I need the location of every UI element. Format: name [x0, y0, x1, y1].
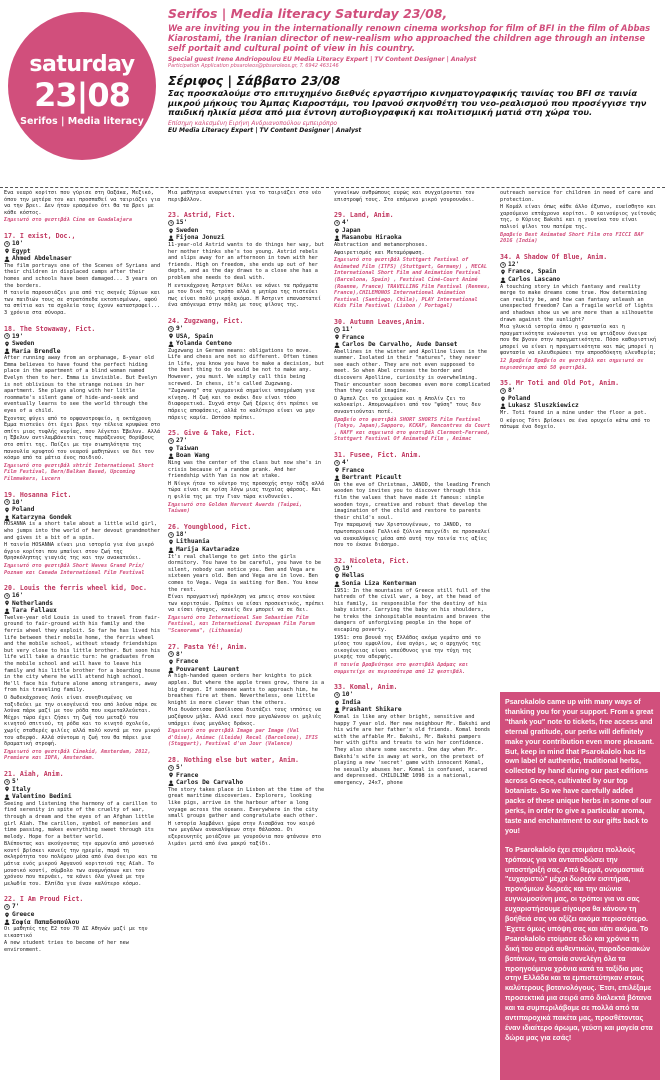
synopsis-english: On the eve of Christmas, JANOD, the leading French wooden toy invites you to discover through this film the values that have made it famous: simple wooden toys, creative and robust that develop the imagination of the child and restore to parents their child's soul. — [334, 481, 491, 521]
film-title: 29. Land, Anim. — [334, 211, 394, 220]
director-text: Fijona Jonuzi — [176, 234, 225, 242]
location-pin-icon — [168, 539, 174, 545]
synopsis-greek: Η εντεκάχρονη Άστριντ θέλει να κάνει τα πράγματα με τον δικό της τρόπο αλλά η μητέρα της πιστεύει πως είναι πολύ μικρή ακόμα. Η Άστριντ επαναστατεί ένα απόγευμα στην πόλη με τους φίλους της. — [168, 282, 322, 309]
film-title: 34. A Shadow Of Blue, Anim. — [500, 252, 608, 261]
film-duration — [4, 903, 162, 911]
film-director — [500, 276, 658, 284]
film-title: 35. Mr Toti and Old Pot, Anim. — [500, 379, 620, 388]
film-country — [4, 506, 162, 514]
header — [0, 0, 665, 190]
director-text: Σοφία Παπαδοπούλου — [12, 918, 80, 926]
director-text: Boan Wang — [176, 452, 210, 460]
film-entry — [334, 557, 492, 676]
person-icon — [4, 608, 10, 614]
synopsis-greek: Η ταινία HOSANNA είναι μια ιστορία για ένα μικρό άγριο κορίτσι που μπαίνει στον ζωή της θρησκόληπτης γιαγιάς της και την ανακατεύει. — [4, 542, 154, 562]
film-duration — [334, 326, 492, 334]
duration-text: 10' — [342, 691, 354, 699]
perks-text-greek: Το Psarokalolo έχει ετοιμάσει πολλούς τρόπους για να ανταποδώσει την υποστήριξή σας. Από θερμά, ονομαστικά "ευχαριστώ" μέχρι δωρεάν εισιτήρια, προνόμιων δωρεάς και την αιώνια ευγνωμοσύνη μας, οι τρόποι για να σας ευχαριστήσουμε σίγουρα θα κάνουν τη βοήθειά σας να αξίζει ακόμα περισσότερο. Έχετε όμως υπόψη σας και κάτι ακόμα. Το Psarokalolo ετοίμασε εδώ και χρόνια τη δική του σειρά αυθεντικών, παραδοσιακών βοτάνων, τα οποία συνελέγη όλα τα προηγούμενα χρόνια κατά τα ταξίδια μας στην Ελλάδα και τα εμπιστεύτηκαν στους καλύτερους βοτανολόγους. Έτσι, επιλέξαμε προσεκτικά μια σειρά από διαλεκτά βότανα και τα συμπεριλάβαμε σε πολλά από τα αντιπαροχικά πακέτα μας, προσθέτοντας έναν ιδιαίτερο άρωμα, γεύση και μαγεία στα δώρα μας για εσάς! — [505, 845, 653, 1042]
header-divider — [0, 187, 665, 188]
duration-text: 12' — [508, 260, 520, 268]
film-duration — [334, 219, 492, 227]
person-icon — [4, 515, 10, 521]
director-text: Carlos De Carvalho — [176, 779, 244, 787]
film-list — [4, 232, 162, 954]
film-country — [334, 572, 492, 580]
person-icon — [168, 453, 174, 459]
person-icon — [4, 794, 10, 800]
film-entry — [334, 318, 492, 443]
film-country — [4, 600, 162, 608]
duration-text: 5' — [12, 777, 20, 785]
synopsis-english: Mr. Toti found in a mine under the floor a pot. — [500, 410, 647, 417]
film-title: 21. Aïah, Anim. — [4, 769, 64, 778]
person-icon — [334, 342, 340, 348]
director-text: Masanobu Hiraoka — [342, 234, 402, 242]
film-title: 22. I Am Proud Fict. — [4, 895, 84, 904]
film-duration — [500, 387, 658, 395]
film-duration — [4, 592, 162, 600]
synopsis-greek: Η ταινία παρουσιάζει μια από τις σκηνές Σύριων και των παιδιών τους σε στρατόπεδα εκτοπισμένων, αφού τα σπίτια και τα σχολεία τους έχουν καταστραφεί... 3 χρόνια στα σύνορα. — [4, 290, 161, 316]
director-text: Lukasz Sluszkiewicz — [508, 402, 579, 410]
clock-icon — [4, 241, 10, 247]
synopsis-greek: Την παραμονή των Χριστουγέννων, το JANOD, το πρωτοπορειακό Γαλλικό ξύλινο παιχνίδι σε προσκαλεί να ανακαλύψεις μέσα από αυτή την ταινία τις αξίες που το έκανε διάσημο. — [334, 522, 491, 549]
synopsis-english: The story takes place in Lisbon at the time of the great maritime discoveries. Explorers, looking like pigs, arrive in the harbour after a long voyage across the oceans. Everywhere in the city small groups gather and congratulate each other. — [168, 786, 325, 820]
duration-text: 16' — [12, 592, 24, 600]
synopsis-english: Οι μαθητές της Ε2 του 70 ΔΣ Αθηνών μαζί με την εικαστικό — [4, 926, 148, 939]
person-icon — [334, 475, 340, 481]
person-icon — [500, 403, 506, 409]
film-entry — [4, 491, 162, 577]
film-director — [168, 779, 326, 787]
director-text: Carlos Lascano — [508, 275, 561, 283]
film-entry — [4, 770, 162, 888]
film-duration — [4, 333, 162, 341]
synopsis-greek: 1951: στα βουνά της Ελλάδας ακόμα γεμάτο από το μίσος του εμφυλίου, ένα αγόρι, ως ο αρχηγός της οικογένειας είναι υπεύθυνος για την τύχη της μικρής του αδερφής. — [334, 634, 481, 661]
film-title: 23. Astrid, Fict. — [168, 211, 236, 220]
synopsis-greek: Ο δωδεκάχρονος Λούι είναι συνηθισμένος να ταξιδεύει με την οικογένειά του από λούνα πάρκ σε λούνα πάρκ μαζί με τον ρόδα που εκμεταλλεύεται. Μέχρι τώρα έχει ζήσει τη ζωή του μεταξύ του κινητού σπιτιού, τη ρόδα και το κινητό σχολείο, χωρίς σταθερές φιλίες αλλά πολύ κοντά με τον μικρό του αδερφό. Αλλά σύντομα η ζωή του θα πάρει μια δραματική στροφή. — [4, 695, 161, 748]
location-pin-icon — [334, 573, 340, 579]
director-text: Bertrant Picault — [342, 474, 402, 482]
director-text: Sonia Liza Kenterman — [342, 579, 417, 587]
director-text: Tara Fallaux — [12, 607, 57, 615]
column-3 — [334, 190, 492, 1080]
synopsis-english: 11-year-old Astrid wants to do things her way, but her mother thinks she's too young. Astrid rebels and slips away for an afternoon in town with her friends. High on freedom, she ends up out of her depth, and as the day draws to a close she has a problem she needs to deal with. — [168, 241, 325, 281]
duration-text: 8' — [176, 650, 184, 658]
film-country — [4, 911, 162, 919]
duration-text: 11' — [342, 325, 354, 333]
english-title: Serifos | Media literacy Saturday 23/08, — [168, 6, 448, 21]
film-duration — [334, 459, 492, 467]
location-pin-icon — [4, 248, 10, 254]
location-pin-icon — [168, 772, 174, 778]
person-icon — [334, 235, 340, 241]
film-entry — [4, 895, 162, 953]
country-text: Lithuania — [176, 538, 210, 546]
film-duration — [4, 240, 162, 248]
country-text: Sweden — [176, 226, 199, 234]
director-text: Pouvarent Laurent — [176, 665, 240, 673]
synopsis-english: It's real challenge to get into the girls dormitory. You have to be careful, you have to be silent, nobody can notice you. Ben and Vega are sixteen years old. Ben and Vega are in love. Ben comes to Vega. Vega is waiting for Ben. You know the rest. — [168, 553, 322, 593]
perks-text-english: Psarokalolo came up with many ways of thanking you for your support. From a great "thank you" note to tickets, free access and eternal gratitude, our perks will definitely make your contribution even more pleasant. But, keep in mind that Psarokalolo has its own label of authentic, traditional herbs, collected by hand during our past editions across Greece, cultivated by our top botanists. So we have carefully added packs of these unique herbs in some of our perks, in order to give a particular aroma, taste and enchantment to our gifts back to you! — [505, 698, 655, 835]
country-text: Italy — [12, 785, 31, 793]
film-director — [334, 580, 492, 588]
synopsis-greek: "Zugzwang" στα γερμανικά σημαίνει υποχρέωση για κίνηση. Η ζωή και το σκάκι δεν είναι τόσο διαφορετικά. Συχνά στην ζωή ξέρεις ότι πρέπει να πάρεις αποφάσεις, αλλά το καλύτερο είναι να μην πάρεις καμία. Ωστόσο πρέπει. — [168, 388, 318, 421]
intro-text-greek: Μια μαθήτρια αναρωτιέται για το ταιριάζει στο νέο περιβάλλον. — [168, 190, 322, 203]
greek-guest: Επίσημη καλεσμένη Ειρήνη Ανδριανοπούλου εμπειρόπρο — [168, 119, 338, 127]
location-pin-icon — [4, 507, 10, 513]
person-icon — [4, 256, 10, 262]
festival-note: Σημειωτό στο φεστιβάλ Short Waves Grand Prix/ Poznan και Canada International Film Festival — [4, 562, 145, 576]
location-pin-icon — [334, 467, 340, 473]
person-icon — [4, 348, 10, 354]
country-text: Sweden — [12, 340, 35, 348]
support-perks-box — [500, 692, 660, 1080]
film-director — [168, 546, 326, 554]
film-title: 30. Autumn Leaves,Anim. — [334, 317, 426, 326]
film-entry — [500, 253, 658, 372]
duration-text: 4' — [342, 459, 350, 466]
synopsis-english: Zugzwang in German means: obligations to move. Life and chess are not so different. Often times in life, you know you have to make a decision, but the best thing to do would be not to make any. However, you must. We simply call this being screwed. In chess, it's called Zugzwang. — [168, 347, 325, 387]
film-country — [500, 268, 658, 276]
film-title: 32. Nicoleta, Fict. — [334, 556, 410, 565]
festival-note: Σημειωτό στο Golden Harvest Awards (Taipei, Taiwan) — [168, 501, 303, 515]
clock-icon — [168, 326, 174, 332]
film-entry — [500, 379, 658, 431]
director-text: Maria Brendle — [12, 347, 61, 355]
synopsis-greek: Ο Άμπελ ζει το χειμώνα και η Απολίν ζει το καλοκαίρι. Απομονωμένοι από τον "φύση" τους δεν συναντιούνται ποτέ. — [334, 395, 481, 416]
film-country — [334, 334, 492, 342]
participation-contact: Participation Application pbsaroleos@pbsaroleos.gr, T. 6942 463146 — [168, 63, 339, 69]
clock-icon — [4, 333, 10, 339]
country-text: Taiwan — [176, 444, 199, 452]
synopsis-greek: Ο κύριος Τότι βρίσκει σε ένα ορυχείο κάτω από το πάτωμα ένα δοχείο. — [500, 417, 650, 431]
country-text: France — [176, 771, 199, 779]
intro-festival: Σημειωτό στο φεστιβάλ Cine en Guadalajara — [4, 217, 133, 224]
film-country — [4, 248, 162, 256]
film-country — [168, 445, 326, 453]
director-text: Carlos De Carvalho, Aude Danset — [342, 341, 458, 349]
film-country — [4, 340, 162, 348]
film-director — [168, 452, 326, 460]
country-text: India — [342, 698, 361, 706]
location-pin-icon — [334, 228, 340, 234]
director-text: Katarzyna Gondek — [12, 513, 72, 521]
event-badge — [8, 12, 156, 160]
english-guest: Special guest Irene Andriopoulou EU Media Literacy Expert | TV Content Designer | Analyst — [168, 56, 477, 63]
clock-icon — [4, 499, 10, 505]
greek-guest-role: EU Media Literacy Expert | TV Content Designer | Analyst — [168, 126, 362, 134]
duration-text: 10' — [12, 239, 24, 247]
film-director — [4, 348, 162, 356]
person-icon — [500, 277, 506, 283]
synopsis-english: A touching story in which fantasy and reality merge to make dreams come true. How determining can reality be, and how can fantasy unleash an unexpected freedom? Can a fragile world of lights and shadows show us we are more than a silhouette drawn against the sunlight? — [500, 283, 654, 323]
person-icon — [334, 707, 340, 713]
synopsis-english: Abstraction and metamorphoses. — [334, 241, 428, 248]
location-pin-icon — [500, 396, 506, 402]
synopsis-english: HOSANNA is a short tale about a little wild girl, who jumps into the world of her devout grandmother and gives it a bit of a spin. — [4, 521, 161, 541]
film-entry — [168, 756, 326, 847]
film-director — [334, 474, 492, 482]
english-body: We are inviting you in the internationally renown cinema workshop for film of BFI in the film of Abbas Kiarostami, the Iranian director of new-realism who approached the children age through an intense self portait and cultural point of view in his country. — [168, 23, 651, 53]
synopsis-english: Ning was the center of the class but now she's in crisis because of a random prank. And her friendship with Yan is now at stake. — [168, 460, 322, 480]
film-director — [334, 341, 492, 349]
synopsis-english: 1951: In the mountains of Greece still full of the hatreds of the civil war, a boy, at the head of his family, is responsible for the destiny of his baby sister. Carrying the baby on his shoulders, he treks the inhospitable mountains and braves the dangers of unforgiving people in the hope of escaping poverty. — [334, 587, 491, 634]
film-country — [168, 772, 326, 780]
clock-icon — [168, 220, 174, 226]
clock-icon — [4, 593, 10, 599]
country-text: France — [342, 333, 365, 341]
location-pin-icon — [500, 269, 506, 275]
film-director — [4, 793, 162, 801]
festival-note: Σημειωτό στο φεστιβάλ Stuttgart Festival of Animated Film (ITFS) (Stuttgart, Germany) , MECAL International Short Film and Animation Festival (Barcelona, Spain) , Festival Ciné-Court Animé (Roanne, France) TRAVELLING Film Festival (Rennes, France),CHILEMONOS International Animation Festival (Santiago, Chile), PLAY International Kids Film Festival (Lisbon / Portugal) — [334, 257, 491, 310]
director-text: Yolanda Centeno — [176, 340, 232, 348]
film-director — [4, 607, 162, 615]
person-icon — [334, 581, 340, 587]
person-icon — [168, 547, 174, 553]
intro-text-greek: Ένα νεαρό κορίτσι που γύρισε στη Οαξάκα, Μεξικό, όπου την μητέρα του και προσπαθεί να ταιριάζει για να την βρει. Δεν ήταν ερασμένο ότι θα τα βρει με κάθε κόστος. — [4, 190, 161, 216]
country-text: Greece — [12, 911, 35, 919]
film-director — [168, 234, 326, 242]
badge-day: saturday — [29, 52, 135, 77]
duration-text: 5' — [176, 763, 184, 771]
director-text: Marija Kavtaradze — [176, 545, 240, 553]
film-title: 25. Give & Take, Fict. — [168, 429, 256, 438]
film-title: 28. Nothing else but water, Anim. — [168, 755, 300, 764]
column-2 — [168, 190, 326, 1080]
festival-note: Σημειωτό στο φεστιβάλ Cinekid, Amsterdam, 2012, Premiere και IDFA, Amsterdam. — [4, 748, 151, 762]
clock-icon — [500, 262, 506, 268]
country-text: Poland — [12, 506, 35, 514]
location-pin-icon — [334, 334, 340, 340]
country-text: France, Spain — [508, 268, 557, 276]
country-text: Hellas — [342, 572, 365, 580]
intro-text-greek: γυναίκων ανθρώπους ευρώς και συγχαίρονται τον επιστροφή τους. Στο επόμενο μικρό γουρουνάκι. — [334, 190, 475, 203]
clock-icon — [334, 566, 340, 572]
column-1 — [4, 190, 162, 1080]
film-country — [168, 658, 326, 666]
synopsis-greek: A new student tries to become of her new environment. — [4, 940, 129, 953]
film-duration — [168, 764, 326, 772]
film-title: 24. Zugzwang, Fict. — [168, 316, 244, 325]
film-title: 20. Louis the ferris wheel kid, Doc. — [4, 584, 147, 593]
film-duration — [334, 691, 492, 699]
film-entry — [4, 584, 162, 762]
country-text: Poland — [508, 394, 531, 402]
clock-icon — [4, 779, 10, 785]
clock-icon — [168, 765, 174, 771]
festival-note: Βραβείο στο φεστιβάλ SHORT SHORTS Film Festival (Tokyo, Japan),Sapporo, KCKAF, Rencontres du Court , NAFF και σημειωτό στο φεστιβάλ Clermont-Ferrand, Stuttgart Festival Of Animated Film , Animac — [334, 416, 491, 443]
film-entry — [168, 211, 326, 309]
festival-note: 12 βραβεία Βραβείο σε φεστιβάλ και σημειωτό σε περισσότερα από 50 φεστιβάλ. — [500, 358, 644, 371]
film-entry — [4, 325, 162, 483]
greek-title: Σέριφος | Σάββατο 23/08 — [168, 73, 341, 88]
country-text: Japan — [342, 226, 361, 234]
director-text: Valentino Bedini — [12, 793, 72, 801]
film-director — [4, 514, 162, 522]
clock-icon — [500, 388, 506, 394]
film-title: 31. Fusee, Fict. Anim. — [334, 451, 422, 459]
film-director — [334, 706, 492, 714]
synopsis-english: After running away from an orphanage, 8-year old Emma believes to have found the perfect hiding place in the apartment of a blind woman named Evelyn then to her. Emma is invisible. But Evelyn is not oblivious to the strange noises in her apartment. She plays along with her little roommate's silent game of hide-and-seek and eventually learns to see the world through the eyes of a child. — [4, 355, 158, 415]
film-director — [4, 255, 162, 263]
badge-date: 23|08 — [34, 76, 130, 114]
country-text: France — [342, 466, 365, 474]
location-pin-icon — [334, 700, 340, 706]
clock-icon — [334, 692, 340, 698]
clock-icon — [334, 327, 340, 333]
person-icon — [168, 780, 174, 786]
synopsis-greek: Η Νίνγκ ήταν το κέντρο της προσοχής στην τάξη αλλά τώρα είναι σε κρίση λόγω μιας τυχαίας φάρσας. Και η φιλία της με την Γιαν τώρα κινδυνεύει. — [168, 480, 325, 500]
clock-icon — [168, 532, 174, 538]
clock-icon — [334, 220, 340, 226]
greek-body: Σας προσκαλούμε στο επιτυχημένο διεθνές εργαστήριο κινηματογραφικής ταινίας του BFI σε ταινία μικρού μήκους του Άμπας Κιαροστάμι, του Ιρανού σκηνοθέτη του νεο-ρεαλισμού που προσέγγισε την παιδική ηλικία μέσα από μια έντονη αυτοβιογραφική και πολιτισμική ματιά στη χώρα του. — [168, 88, 647, 118]
film-entry — [334, 683, 492, 786]
synopsis-greek: Μια δυνάστισσα βασίλισσα διατάζει τους ιππότες να μαζέψουν μήλα. Αλλά εκεί που μεγαλώνουν οι μηλιές υπάρχει ένας μεγάλος δράκος. — [168, 707, 322, 727]
synopsis-english: Abellines in the winter and Apolline lives in the summer. Isolated in their "natures", they never see each other. They are not even supposed to meet. So when Abel crosses the border and discovers Apolline, curiosity is overwhelming. Their encounter soon becomes even more complicated than they could imagine. — [334, 348, 491, 395]
duration-text: 4' — [342, 219, 350, 227]
duration-text: 15' — [176, 219, 188, 227]
person-icon — [4, 919, 10, 925]
synopsis-english: Komal is like any other bright, sensitive and happy 7 year old. Her new neighbour Mr. Bakshi and his wife are her father's old friends. Komal bonds with the affable Mr. Bakshi, Mr. Bakshi pampers her with gifts and treats to win her confidence. They also share some secrets. One day when Mr. Bakshi's wife is away at work, on the pretext of playing a new 'secret' game with innocent Komal, he sexually abuses her. Komal is confused, scared and depressed. CHILDLINE 1098 is a national, emergency, 24x7, phone — [334, 714, 491, 786]
synopsis-greek: Είναι πραγματική πρόκληση να μπεις στον κοιτώνα των κοριτσιών. Πρέπει να είσαι προσεκτικός, πρέπει να είσαι ήσυχος, κανείς δεν μπορεί να σε δει. — [168, 594, 325, 614]
film-country — [168, 538, 326, 546]
film-title: 26. Youngblood, Fict. — [168, 522, 252, 531]
location-pin-icon — [4, 786, 10, 792]
clock-icon — [168, 651, 174, 657]
film-title: 19. Hosanna Fict. — [4, 490, 72, 499]
synopsis-greek: Μια γλυκιά ιστορία όπου η φαντασία και η πραγματικότητα ενώνονται για να φτιάξουν όνειρα που θα βγουν στην πραγματικότητα. Πόσο καθοριστική μπορεί να είναι η πραγματικότητα και πώς μπορεί η φαντασία να ελευθερώσει την απροσδόκητη ελευθερία; — [500, 324, 657, 357]
film-entry — [168, 317, 326, 421]
film-entry — [168, 523, 326, 635]
film-title: 18. The Stowaway, Fict. — [4, 324, 96, 333]
festival-note: Σημειωτό στο φεστιβάλ Image par Image (Val d'Oise), Animac (Lleida) Recal (Barcelona), IFIS (Stuggart), Festival d'un Jour (Valence) — [168, 728, 318, 748]
festival-note: Σημειωτό στο φεστιβάλ shtrit International Short Film Festival, Bern/Balkan Based, Upcoming Filmmakers, Lucern — [4, 462, 154, 482]
duration-text: 7' — [12, 903, 20, 911]
film-entry — [334, 211, 492, 310]
synopsis-english: The film portrays one of the Scenes of Syrians and their children in displaced camps after their homes and schools have been damaged... 3 years on the borders. — [4, 262, 161, 289]
film-director — [500, 402, 658, 410]
synopsis-greek: Βλέποντας και ακούγοντας την αρμονία από μουσικό κουτί βρίσκει κανείς την ηρεμία, παρά τη σκληρότητα του πολέμου μέσα από ένα όνειρο και τα μάτια ενός μικρού Αφγανού κοριτσιού της Aïah. Το μουσικό κουτί, σύμβολο των αναμνήσεων και του χρόνου που περνάει, τα κάνει όλα γλυκά με την μελωδία του. Ελπίδα για έναν καλύτερο κόσμο. — [4, 841, 158, 887]
location-pin-icon — [4, 912, 10, 918]
country-text: Egypt — [12, 247, 31, 255]
director-text: Ahmed Abdelnaser — [12, 255, 72, 263]
location-pin-icon — [168, 333, 174, 339]
film-entry — [334, 451, 492, 549]
film-director — [168, 340, 326, 348]
duration-text: 9' — [176, 324, 184, 332]
festival-note: Σημειωτό στο International San Sebastian Film Festival, και International European Film Forum "Scanorama", (Lithuania) — [168, 614, 315, 635]
synopsis-greek: Έχοντας φύγει από το ορφανοτροφείο, η οκτάχρονη Έμμα πιστεύει ότι έχει βρει την τέλεια κρυψώνα στο σπίτι μιας τυφλής κυρίας, που λέγεται Έβελυν. Αλλά η Έβελυν αντιλαμβάνεται τους παράξενους θορύβους στο σπίτι της. Παίζει με την σιωπηλότητα της πανουλία κρυφτού του νεαρού μαθητώνει να δει τον κόσμο από τα μάτια ένος παιδιού. — [4, 415, 161, 462]
festival-note: Η ταινία βραβεύτηκε στο φεστιβάλ Δράμας και συμμετείχε σε περισσότερα από 12 φεστιβάλ. — [334, 662, 469, 675]
film-entry — [168, 429, 326, 515]
clock-icon — [4, 904, 10, 910]
film-list — [500, 253, 658, 431]
person-icon — [168, 667, 174, 673]
film-entry — [4, 232, 162, 317]
location-pin-icon — [4, 600, 10, 606]
film-duration — [4, 778, 162, 786]
film-duration — [168, 325, 326, 333]
film-duration — [334, 565, 492, 573]
film-title: 27. Pasta Yé!, Anim. — [168, 642, 248, 651]
synopsis-english: Seeing and listening the harmony of a carillon to find serenity in spite of the cruelty of war, through a dream and the eyes of an Afghan little girl Aïah. The carillon, symbol of memories and time passing, makes everything sweet through its melody. Hope for a better world. — [4, 800, 158, 840]
film-title: 17. I exist, Doc., — [4, 231, 76, 240]
film-director — [334, 234, 492, 242]
intro-text-english: outreach service for children in need of care and protection. — [500, 190, 654, 203]
duration-text: 18' — [176, 530, 188, 538]
synopsis-greek: Αφαιρετισμός και Μεταμόρφωση. — [334, 249, 425, 256]
synopsis-english: A high-handed queen orders her knights to pick apples. But where the apple trees grow, there is a big dragon. If someone wants to approach him, he breathes fire at them. Nevertheless, one little knight is more clever than the others. — [168, 673, 325, 706]
country-text: Netherlands — [12, 599, 53, 607]
film-entry — [168, 643, 326, 748]
film-duration — [168, 437, 326, 445]
film-director — [168, 666, 326, 674]
film-duration — [168, 651, 326, 659]
film-list — [168, 211, 326, 847]
film-duration — [4, 499, 162, 507]
film-country — [4, 786, 162, 794]
duration-text: 19' — [12, 332, 24, 340]
person-icon — [168, 341, 174, 347]
intro-text-greek: Η Κομάλ είναι όπως κάθε άλλο έξυπνο, ευαίσθητο και χαρούμενο επτάχρονο κορίτσι. Ο καινούριος γείτονάς της, ο Κύριος Bakshi και η γυναίκα του είναι παλιοί φίλοι του πατέρα της. — [500, 204, 657, 230]
duration-text: 19' — [342, 564, 354, 572]
person-icon — [168, 235, 174, 241]
intro-festival: Βραβείο Best Animated Short Film στο FICCI BAF 2016 (India) — [500, 231, 644, 245]
location-pin-icon — [168, 446, 174, 452]
country-text: USA, Spain — [176, 332, 214, 340]
duration-text: 8' — [508, 387, 516, 395]
location-pin-icon — [168, 659, 174, 665]
film-duration — [168, 219, 326, 227]
country-text: France — [176, 658, 199, 666]
film-title: 33. Komal, Anim. — [334, 683, 398, 692]
synopsis-english: Twelve-year old Louis is used to travel from fair-ground to fair-ground with his family and the ferris wheel they exploit. So far he has lived his life between their mobile home, the ferris wheel and the mobile school, without steady friendships but very close to his little brother. But soon his life will take a drastic turn: he graduates from the mobile school and will have to leave his family and his little brother for a boarding house in the city where he will attend high school. He'll face his future alone among strangers, away from his traveling family. — [4, 614, 161, 694]
film-list — [334, 211, 492, 786]
location-pin-icon — [4, 341, 10, 347]
clock-icon — [168, 438, 174, 444]
synopsis-greek: Η ιστορία λαμβάνει χώρα στην Λισαβόνα τον καιρό των μεγάλων ανακαλύψεων στην θάλασσα. Οι εξερευνητές μοιάζουν με γουρούνια που φτάνουν στο λιμάνι μετά από ένα μακρύ ταξίδι. — [168, 820, 322, 847]
badge-subtitle: Serifos | Media literacy — [20, 116, 144, 127]
header-text — [168, 6, 658, 134]
film-country — [168, 333, 326, 341]
clock-icon — [334, 460, 340, 466]
duration-text: 27' — [176, 437, 188, 445]
director-text: Prashant Shikare — [342, 706, 402, 714]
duration-text: 10' — [12, 498, 24, 506]
location-pin-icon — [168, 228, 174, 234]
